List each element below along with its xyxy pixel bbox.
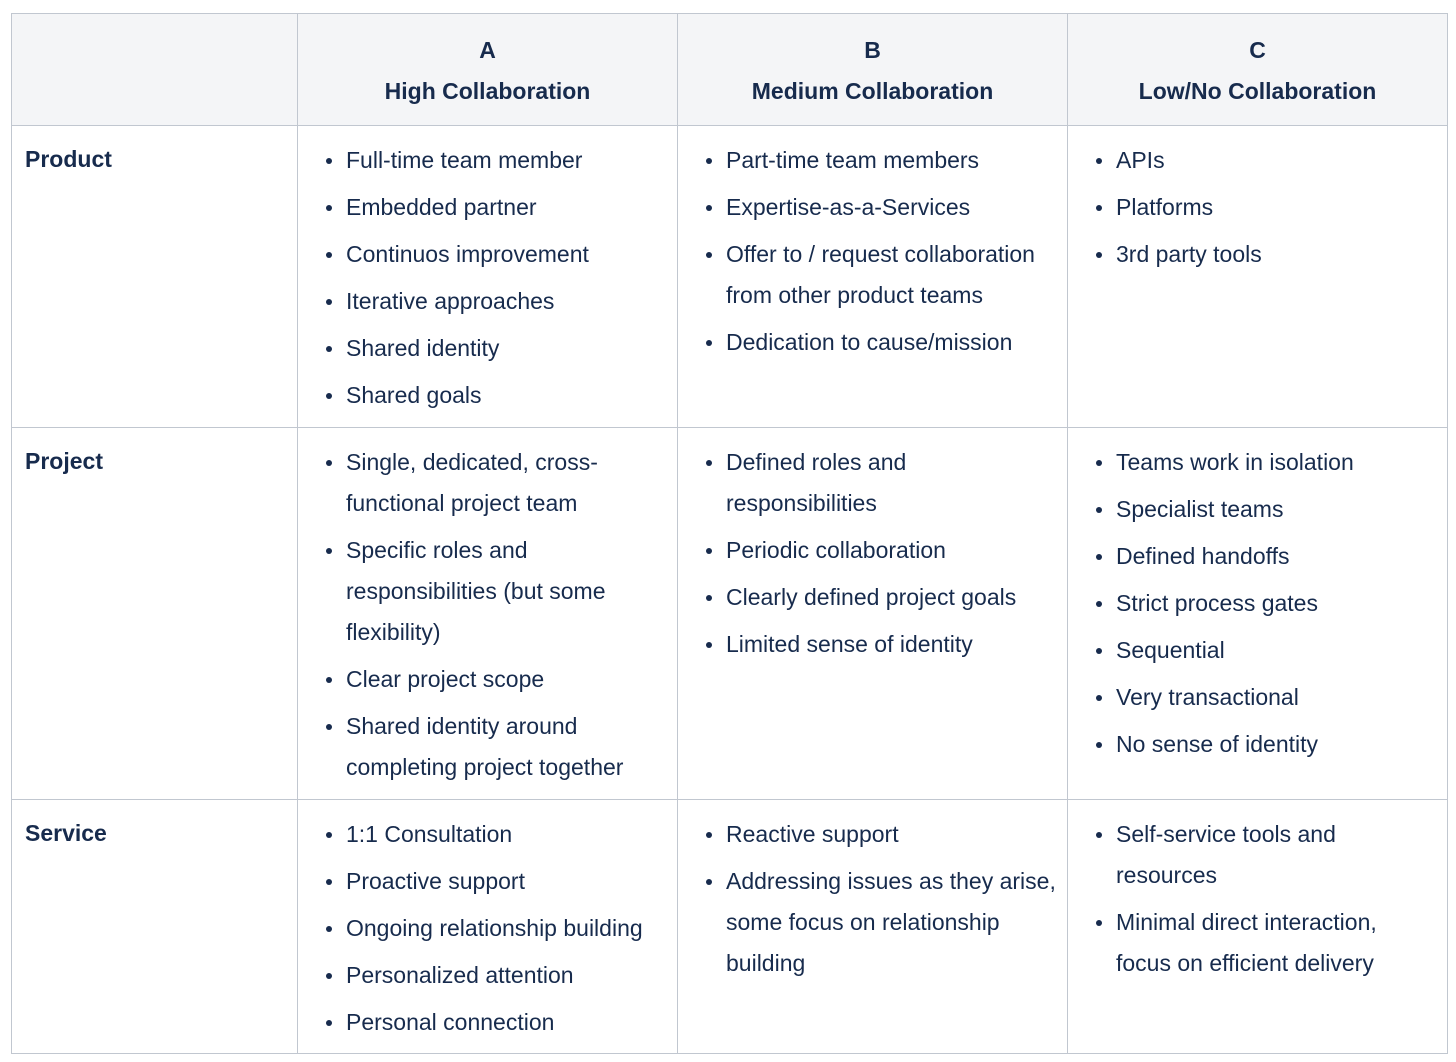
bullet-list — [298, 800, 677, 1043]
list-item: Platforms — [1116, 187, 1437, 228]
bullet-list — [678, 428, 1067, 665]
table-header-row — [12, 14, 1448, 126]
list-item: Addressing issues as they arise, some focus on relationship building — [726, 861, 1057, 984]
cell-product-b — [678, 126, 1068, 428]
column-title: Low/No Collaboration — [1138, 78, 1377, 104]
table-row-service — [12, 800, 1448, 1054]
list-item: Shared identity around completing project together — [346, 706, 667, 788]
column-header-b — [678, 14, 1068, 126]
list-item: Very transactional — [1116, 677, 1437, 718]
bullet-list — [1068, 126, 1447, 275]
bullet-list — [298, 126, 677, 416]
list-item: Iterative approaches — [346, 281, 667, 322]
bullet-list — [298, 428, 677, 788]
column-title: Medium Collaboration — [751, 78, 994, 104]
list-item: No sense of identity — [1116, 724, 1437, 765]
list-item: Defined roles and responsibilities — [726, 442, 1057, 524]
row-label-service: Service — [12, 800, 298, 1054]
list-item: Strict process gates — [1116, 583, 1437, 624]
list-item: Self-service tools and resources — [1116, 814, 1437, 896]
list-item: 1:1 Consultation — [346, 814, 667, 855]
list-item: Expertise-as-a-Services — [726, 187, 1057, 228]
column-title: High Collaboration — [384, 78, 591, 104]
header-corner-cell — [12, 14, 298, 126]
list-item: Dedication to cause/mission — [726, 322, 1057, 363]
cell-product-c — [1068, 126, 1448, 428]
cell-service-b — [678, 800, 1068, 1054]
list-item: Part-time team members — [726, 140, 1057, 181]
cell-product-a — [298, 126, 678, 428]
list-item: Offer to / request collaboration from other product teams — [726, 234, 1057, 316]
list-item: Specific roles and responsibilities (but some flexibility) — [346, 530, 667, 653]
list-item: 3rd party tools — [1116, 234, 1437, 275]
list-item: Clear project scope — [346, 659, 667, 700]
bullet-list — [1068, 800, 1447, 984]
column-letter: B — [864, 37, 881, 63]
list-item: Limited sense of identity — [726, 624, 1057, 665]
list-item: Ongoing relationship building — [346, 908, 667, 949]
list-item: Personal connection — [346, 1002, 667, 1043]
column-header-c — [1068, 14, 1448, 126]
cell-project-c — [1068, 428, 1448, 800]
list-item: Minimal direct interaction, focus on efficient delivery — [1116, 902, 1437, 984]
list-item: Full-time team member — [346, 140, 667, 181]
list-item: Proactive support — [346, 861, 667, 902]
bullet-list — [678, 126, 1067, 363]
bullet-list — [1068, 428, 1447, 765]
cell-service-a — [298, 800, 678, 1054]
list-item: Shared goals — [346, 375, 667, 416]
list-item: Single, dedicated, cross-functional project team — [346, 442, 667, 524]
list-item: Clearly defined project goals — [726, 577, 1057, 618]
list-item: Continuos improvement — [346, 234, 667, 275]
list-item: Sequential — [1116, 630, 1437, 671]
list-item: Defined handoffs — [1116, 536, 1437, 577]
list-item: APIs — [1116, 140, 1437, 181]
row-label-project: Project — [12, 428, 298, 800]
list-item: Specialist teams — [1116, 489, 1437, 530]
list-item: Personalized attention — [346, 955, 667, 996]
column-header-a — [298, 14, 678, 126]
list-item: Shared identity — [346, 328, 667, 369]
list-item: Periodic collaboration — [726, 530, 1057, 571]
collaboration-matrix — [11, 13, 1447, 1054]
list-item: Embedded partner — [346, 187, 667, 228]
cell-project-a — [298, 428, 678, 800]
table-row-product — [12, 126, 1448, 428]
column-letter: A — [479, 37, 496, 63]
list-item: Teams work in isolation — [1116, 442, 1437, 483]
cell-service-c — [1068, 800, 1448, 1054]
list-item: Reactive support — [726, 814, 1057, 855]
bullet-list — [678, 800, 1067, 984]
table-row-project — [12, 428, 1448, 800]
column-letter: C — [1249, 37, 1266, 63]
cell-project-b — [678, 428, 1068, 800]
collaboration-table — [11, 13, 1448, 1054]
row-label-product: Product — [12, 126, 298, 428]
